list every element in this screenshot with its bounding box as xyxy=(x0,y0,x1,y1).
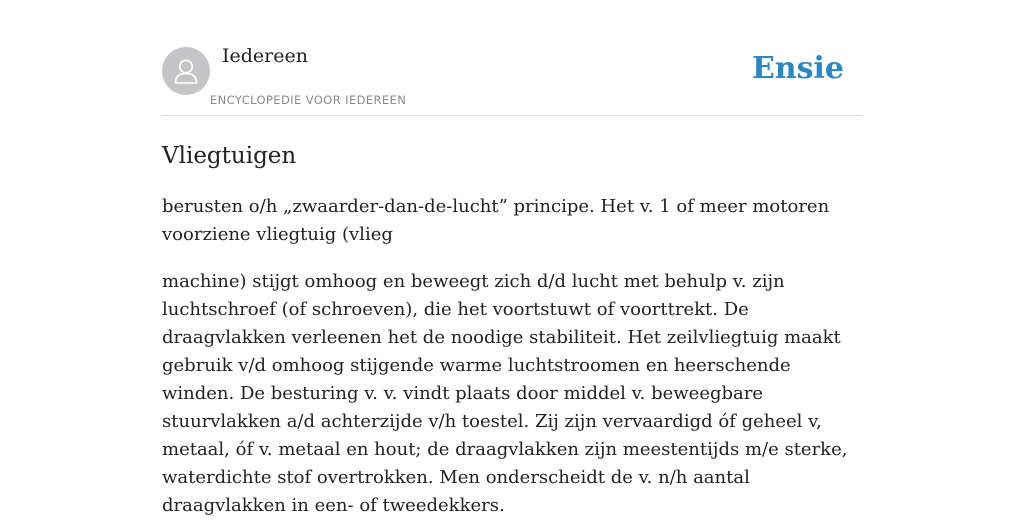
article-paragraph: berusten o/h „zwaarder-dan-de-lucht” principe. Het v. 1 of meer motoren voorziene vliegtuig (vlieg xyxy=(162,196,830,245)
brand-logo[interactable]: Ensie xyxy=(751,51,844,86)
article-header xyxy=(162,0,862,116)
article-card xyxy=(162,0,862,520)
avatar[interactable] xyxy=(162,47,210,95)
article-paragraph: machine) stijgt omhoog en beweegt zich d/d lucht met behulp v. zijn luchtschroef (of schroeven), die het voortstuwt of voorttrekt. De draagvlakken verleenen het de noodige stabiliteit. Het zeilvliegtuig maakt gebruik v/d omhoog stijgende warme luchtstroomen en heerschende winden. De besturing v. v. vindt plaats door middel v. beweegbare stuurvlakken a/d achterzijde v/h toestel. Zij zijn vervaardigd óf geheel v, metaal, óf v. metaal en hout; de draagvlakken zijn meestentijds m/e sterke, waterdichte stof overtrokken. Men onderscheidt de v. n/h aantal draagvlakken in een- of tweedekkers. xyxy=(162,271,848,516)
article-title: Vliegtuigen xyxy=(162,143,297,169)
user-name[interactable]: Iedereen xyxy=(222,45,308,67)
tagline: ENCYCLOPEDIE VOOR IEDEREEN xyxy=(210,93,407,107)
user-icon xyxy=(162,47,210,95)
